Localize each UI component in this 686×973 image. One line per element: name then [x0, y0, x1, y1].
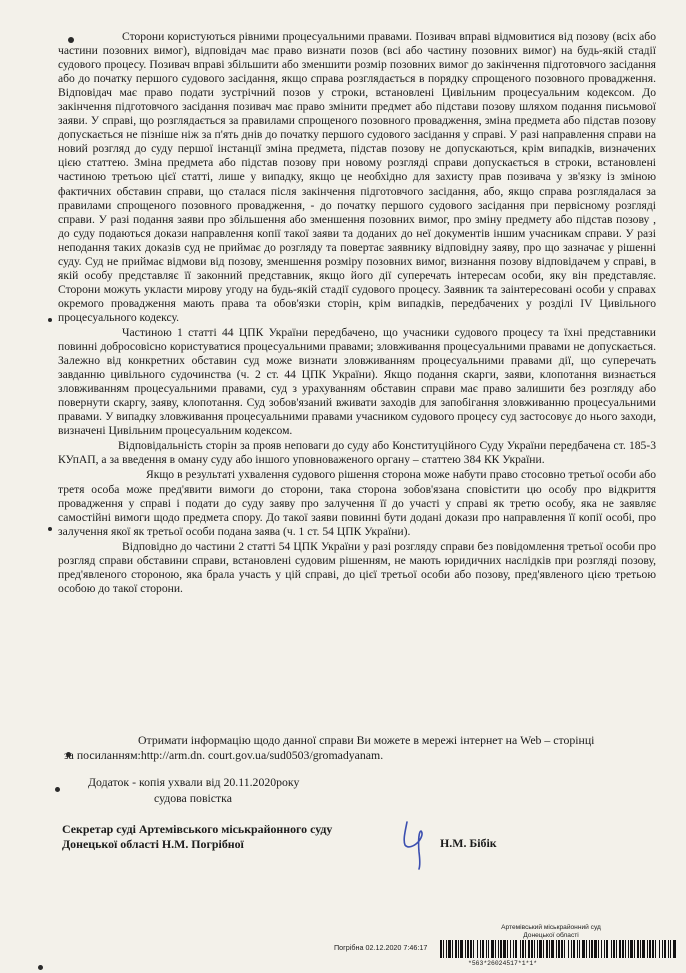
- court-stamp-line: Артемівський міськрайонний суд: [501, 924, 601, 931]
- signer-position: Секретар суді Артемівського міськрайонного суду Донецької області Н.М. Погрібної: [62, 822, 333, 851]
- punch-hole-mark: [55, 787, 60, 792]
- punch-hole-mark: [48, 527, 52, 531]
- document-body: [58, 30, 656, 597]
- paragraph-abuse-of-rights: Частиною 1 статті 44 ЦПК України передбачено, що учасники судового процесу та їхні представники повинні добросовісно користуватися процесуальними правами; зловживання процесуальними правами не допускається. Залежно від конкретних обставин суд може визнати зловживанням процесуальними правами дії, що суперечать завданню цивільного судочинства (ч. 2 ст. 44 ЦПК України). Якщо подання скарги, заяви, клопотання визнається зловживанням процесуальними правами, суд з урахуванням обставин справи має право залишити без розгляду або повернути скаргу, заяву, клопотання. Суд зобов'язаний вживати заходів для запобігання зловживанню процесуальними правами. У випадку зловживання процесуальними правами учасником судового процесу суд застосовує до нього заходи, визначені Цивільним процесуальним кодексом.: [58, 325, 656, 438]
- paragraph-liability: Відповідальність сторін за прояв неповаги до суду або Конституційного Суду України передбачена ст. 185-3 КУпАП, а за введення в оману суду або іншого уповноваженого органу – статтею 384 КК України.: [58, 439, 656, 467]
- online-info: [58, 733, 658, 763]
- attachment-line: Додаток - копія ухвали від 20.11.2020року: [88, 775, 300, 789]
- handwritten-signature: [398, 818, 438, 870]
- court-stamp: [467, 924, 635, 940]
- paragraph-third-party-consequences: Відповідно до частини 2 статті 54 ЦПК України у разі розгляду справи без повідомлення третьої особи про розгляд справи обставини справи, встановлені судовим рішенням, не мають юридичних наслідків при розгляді позову, пред'явленого стороною, яка брала участь у цій справі, до цієї третьої особи або позову, пред'явленого цією третьою особою до такої сторони.: [58, 539, 656, 595]
- attachments: [88, 775, 299, 806]
- paragraph-third-party: Якщо в результаті ухвалення судового рішення сторона може набути право стосовно третьої особи або третя особа може пред'явити вимоги до сторони, така сторона зобов'язана сповістити цю особу про відкриття провадження у справі і подати до суду заяву про залучення її до участі у справі як третю особу, яка не заявляє самостійні вимоги щодо предмета спору. До такої заяви повинні бути додані докази про направлення її копії особі, про залучення якої як третьої особи подана заява (ч. 1 ст. 54 ЦПК України).: [58, 468, 656, 538]
- paragraph-parties-rights: Сторони користуються рівними процесуальними правами. Позивач вправі відмовитися від позову (всіх або частини позовних вимог), відповідач має право визнати позов (всі або частину позовних вимог) на будь-якій стадії судового процесу. Позивач вправі збільшити або зменшити розмір позовних вимог до закінчення підготовчого засідання або до початку першого судового засідання, якщо справа розглядається в порядку спрощеного позовного провадження. Відповідач має право подати зустрічний позов у строки, встановлені Цивільним процесуальним кодексом. До закінчення підготовчого засідання позивач має право змінити предмет або підстави позову шляхом подання письмової заяви. У справі, що розглядається за правилами спрощеного позовного провадження, зміна предмета або підстав позову допускається не пізніше ніж за п'ять днів до початку першого судового засідання у справі. У разі направлення справи на новий розгляд до суду першої інстанції зміна предмета, підстав позову не допускаються, крім випадків, визначених цією статтею. Зміна предмета або підстав позову при новому розгляді справи допускається в строки, встановлені частиною третьою цієї статті, лише у випадку, якщо це необхідно для захисту прав позивача у зв'язку із зміною фактичних обставин справи, що сталася після закінчення підготовчого засідання, або, якщо справа розглядалася за правилами спрощеного позовного провадження, - до початку першого судового засідання при первісному розгляді справи. У разі подання заяви про збільшення або зменшення позовних вимог, про зміну предмету або підстав позову , до суду подаються докази направлення копії такої заяви та доданих до неї документів іншим учасникам справи. У разі неподання таких доказів суд не приймає до розгляду та повертає заявнику відповідну заяву, про що зазначає у рішенні суду. Суд не приймає відмови від позову, зменшення розміру позовних вимог, визнання позову відповідачем у справі, в якій особу представляє її законний представник, якщо його дії суперечать інтересам особи, яку він представляє. Сторони можуть укласти мирову угоду на будь-якій стадії судового процесу. Заявник та заінтересовані особи у справах окремого провадження мають права та обов'язки сторін, крім випадків, передбачених у розділі IV Цивільного процесуального кодексу.: [58, 30, 656, 324]
- court-stamp-line: Донецької області: [523, 932, 579, 939]
- barcode: [440, 940, 676, 958]
- footer-timestamp: Погрібна 02.12.2020 7:46:17: [334, 943, 428, 952]
- signer-name: Н.М. Бібік: [440, 836, 497, 850]
- punch-hole-mark: [48, 318, 52, 322]
- barcode-number: *563*26024517*1*1*: [468, 960, 538, 967]
- punch-hole-mark: [38, 965, 43, 970]
- online-info-link[interactable]: за посиланням:http://arm.dn. court.gov.ua/sud0503/gromadyanam.: [64, 748, 384, 762]
- online-info-text: Отримати інформацію щодо данної справи Ви можете в мережі інтернет на Web – сторінці: [138, 733, 595, 747]
- attachment-line: судова повістка: [154, 790, 232, 805]
